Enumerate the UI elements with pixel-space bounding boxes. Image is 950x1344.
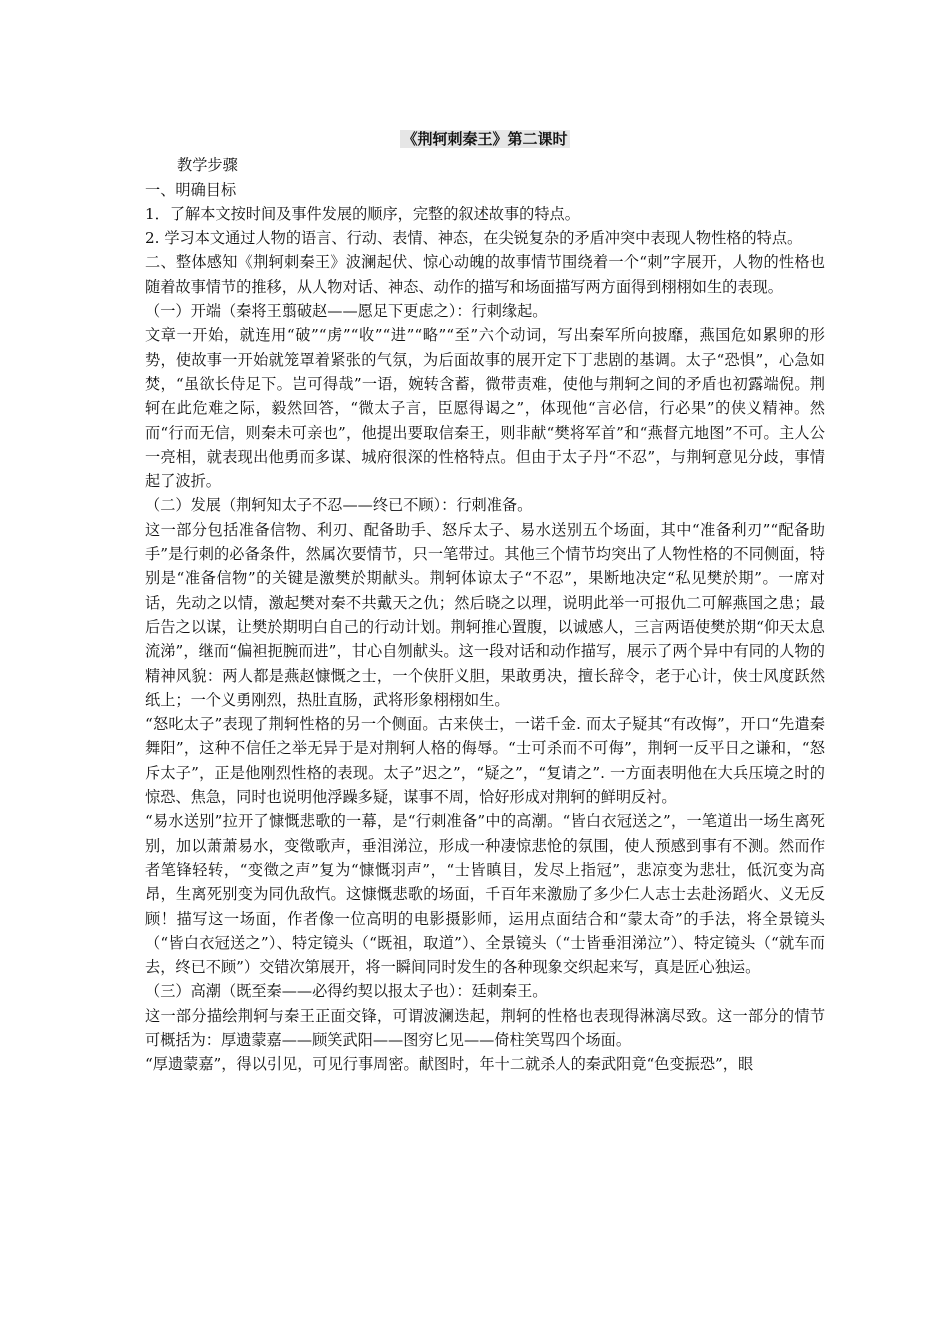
paragraph: （三）高潮（既至秦——必得约契以报太子也）：廷刺秦王。 [145,982,548,1001]
paragraph: （一）开端（秦将王翦破赵——愿足下更虑之）：行刺缘起。 [145,302,548,321]
paragraph: 1．了解本文按时间及事件发展的顺序，完整的叙述故事的特点。 [145,204,580,223]
paragraph: “怒叱太子”表现了荆轲性格的另一个侧面。古来侠士，一诺千金. 而太子疑其“有改悔”，开口“先遣秦舞阳”，这种不信任之举无异于是对荆轲人格的侮辱。“士可杀而不可侮”，荆轲一反平日之谦和，“怒斥太子”，正是他刚烈性格的表现。太子”迟之”，“疑之”，“复请之”. 一方面表明他在大兵压境之时的惊恐、焦急，同时也说明他浮躁多疑，谋事不周，恰好形成对荆轲的鲜明反衬。 [145,715,825,807]
paragraph: “厚遗蒙嘉”，得以引见，可见行事周密。献图时，年十二就杀人的秦武阳竟“色变振恐”，眼 [145,1055,754,1074]
paragraph: 二、整体感知《荆轲刺秦王》波澜起伏、惊心动魄的故事情节围绕着一个“刺”字展开，人物的性格也随着故事情节的推移，从人物对话、神态、动作的描写和场面描写两方面得到栩栩如生的表现。 [145,253,825,296]
paragraph: 文章一开始，就连用“破”“虏”“收”“进”“略”“至”六个动词，写出秦军所向披靡，燕国危如累卵的形势，使故事一开始就笼罩着紧张的气氛，为后面故事的展开定下丁悲剧的基调。太子“恐惧”，心急如焚，“虽欲长侍足下。岂可得哉”一语，婉转含蓄，微带责难，使他与荆轲之间的矛盾也初露端倪。荆轲在此危难之际，毅然回答，“微太子言，臣愿得谒之”，体现他“言必信，行必果”的侠义精神。然而“行而无信，则秦未可亲也”，他提出要取信秦王，则非献“樊将军首”和“燕督亢地图”不可。主人公一亮相，就表现出他勇而多谋、城府很深的性格特点。但由于太子丹“不忍”，与荆轲意见分歧，事情起了波折。 [145,326,825,491]
paragraph: 一、明确目标 [145,180,237,199]
document-body [145,153,825,1076]
title-text: 《荆轲刺秦王》第二课时 [402,130,568,148]
paragraph: 这一部分包括准备信物、利刃、配备助手、怒斥太子、易水送别五个场面，其中“准备利刃”“配备助手”是行刺的必备条件，然属次要情节，只一笔带过。其他三个情节均突出了人物性格的不同侧面，特别是“准备信物”的关键是激樊於期献头。荆轲体谅太子“不忍”，果断地决定“私见樊於期”。一席对话，先动之以情，激起樊对秦不共戴天之仇；然后晓之以理，说明此举一可报仇二可解燕国之患；最后告之以谋，让樊於期明白自己的行动计划。荆轲推心置腹，以诚感人，三言两语使樊於期“仰天太息流涕”，继而“偏袒扼腕而进”，甘心自刎献头。这一段对话和动作描写，展示了两个异中有同的人物的精神风貌：两人都是燕赵慷慨之士，一个侠肝义胆，果敢勇决，擅长辞令，老于心计，侠士风度跃然纸上；一个义勇刚烈，热肚直肠，武将形象栩栩如生。 [145,520,825,709]
paragraph: 2. 学习本文通过人物的语言、行动、表情、神态，在尖锐复杂的矛盾冲突中表现人物性格的特点。 [145,229,803,248]
document-title [145,127,825,151]
paragraph: 教学步骤 [177,156,238,175]
paragraph: 这一部分描绘荆轲与秦王正面交锋，可谓波澜迭起，荆轲的性格也表现得淋漓尽致。这一部分的情节可概括为：厚遗蒙嘉——顾笑武阳——图穷匕见——倚柱笑骂四个场面。 [145,1006,825,1049]
paragraph: （二）发展（荆轲知太子不忍——终已不顾）：行刺准备。 [145,496,533,515]
document-page [145,127,825,1077]
paragraph: “易水送别”拉开了慷慨悲歌的一幕，是“行刺准备”中的高潮。“皆白衣冠送之”，一笔道出一场生离死别，加以萧萧易水，变徵歌声，垂泪涕泣，形成一种凄惊悲怆的氛围，使人预感到事有不测。然而作者笔锋轻转，“变徵之声”复为“慷慨羽声”，“士皆瞋目，发尽上指冠”，悲凉变为悲壮，低沉变为高昂，生离死别变为同仇敌忾。这慷慨悲歌的场面，千百年来激励了多少仁人志士去赴汤蹈火、义无反顾！描写这一场面，作者像一位高明的电影摄影师，运用点面结合和“蒙太奇”的手法，将全景镜头（“皆白衣冠送之”）、特定镜头（“既祖，取道”）、全景镜头（“士皆垂泪涕泣”）、特定镜头（“就车而去，终已不顾”）交错次第展开，将一瞬间同时发生的各种现象交织起来写，真是匠心独运。 [145,812,825,977]
